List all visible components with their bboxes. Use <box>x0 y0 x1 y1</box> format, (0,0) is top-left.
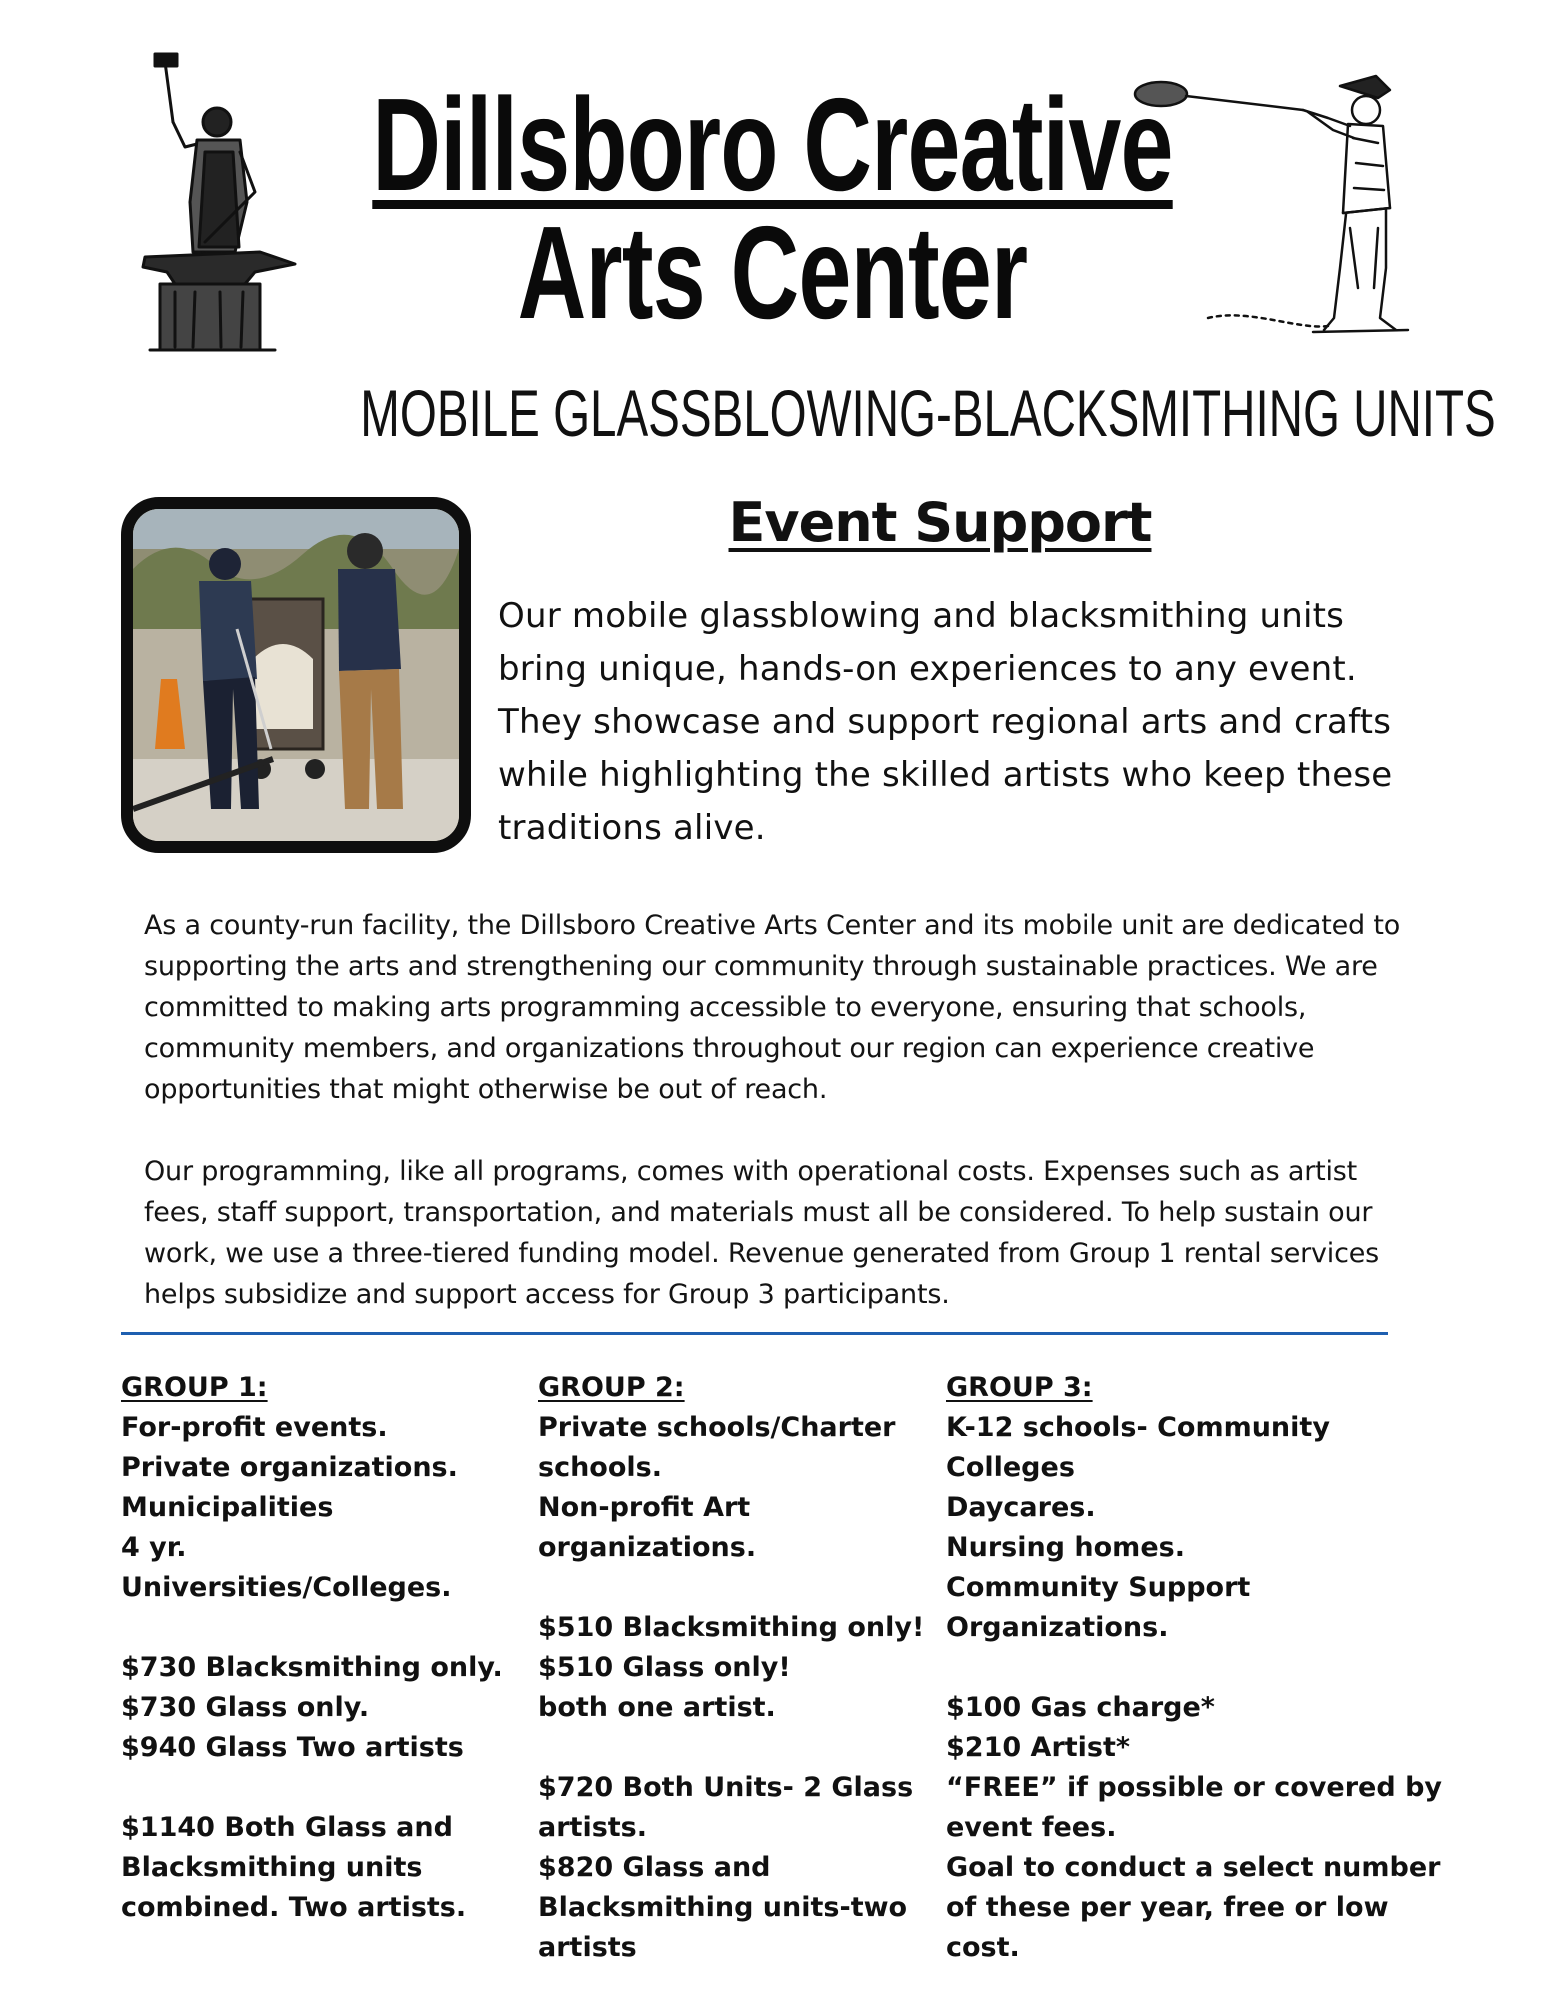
group-3-line: Colleges <box>946 1452 1075 1483</box>
group-3-line: Daycares. <box>946 1492 1096 1523</box>
group-3-line: Goal to conduct a select number <box>946 1852 1441 1883</box>
group-spacer <box>538 1728 938 1768</box>
group-2-column <box>538 1368 938 1968</box>
group-2-line: Private schools/Charter <box>538 1412 896 1443</box>
group-spacer <box>538 1568 938 1608</box>
group-2-line: $510 Glass only! <box>538 1652 791 1683</box>
group-1-title: GROUP 1: <box>121 1372 268 1403</box>
title-line-2: Arts Center <box>517 199 1028 346</box>
event-photo <box>121 497 471 853</box>
group-2-line: organizations. <box>538 1532 757 1563</box>
group-3-line: of these per year, free or low <box>946 1892 1389 1923</box>
group-1-line: $1140 Both Glass and <box>121 1812 453 1843</box>
group-1-line: Municipalities <box>121 1492 334 1523</box>
group-1-line: combined. Two artists. <box>121 1892 467 1923</box>
group-1-line: Blacksmithing units <box>121 1852 423 1883</box>
body-paragraph-1: As a county-run facility, the Dillsboro Creative Arts Center and its mobile unit are dedicated to supporting the arts and strengthening our community through sustainable practices. We are committed to making arts programming accessible to everyone, ensuring that schools, community members, and organizations throughout our region can experience creative opportunities that might otherwise be out of reach. <box>144 910 1401 1105</box>
event-support-heading: Event Support <box>728 491 1152 554</box>
group-2-line: $820 Glass and <box>538 1852 771 1883</box>
group-3-line: K-12 schools- Community <box>946 1412 1330 1443</box>
group-1-line: 4 yr. <box>121 1532 187 1563</box>
group-2-line: schools. <box>538 1452 662 1483</box>
group-2-line: artists. <box>538 1812 648 1843</box>
group-3-line: event fees. <box>946 1812 1117 1843</box>
group-2-line: Blacksmithing units-two <box>538 1892 908 1923</box>
group-2-line: artists <box>538 1932 637 1963</box>
section-divider <box>121 1332 1388 1335</box>
body-paragraph-2: Our programming, like all programs, comes with operational costs. Expenses such as artist fees, staff support, transportation, and materials must all be considered. To help sustain our work, we use a three-tiered funding model. Revenue generated from Group 1 rental services helps subsidize and support access for Group 3 participants. <box>144 1156 1380 1310</box>
subtitle: MOBILE GLASSBLOWING-BLACKSMITHING UNITS <box>360 376 1496 450</box>
group-2-line: $720 Both Units- 2 Glass <box>538 1772 914 1803</box>
group-3-line: cost. <box>946 1932 1020 1963</box>
group-1-line: $730 Glass only. <box>121 1692 370 1723</box>
group-spacer <box>121 1768 521 1808</box>
group-2-title: GROUP 2: <box>538 1372 685 1403</box>
event-support-intro: Our mobile glassblowing and blacksmithing units bring unique, hands-on experiences to any event. They showcase and support regional arts and crafts while highlighting the skilled artists who keep these traditions alive. <box>498 596 1393 848</box>
group-2-line: Non-profit Art <box>538 1492 751 1523</box>
blacksmith-illustration <box>135 52 305 357</box>
group-3-line: $210 Artist* <box>946 1732 1131 1763</box>
group-1-line: For-profit events. <box>121 1412 388 1443</box>
group-3-column <box>946 1368 1442 1968</box>
group-1-line: Private organizations. <box>121 1452 458 1483</box>
group-1-line: Universities/Colleges. <box>121 1572 452 1603</box>
group-1-line: $940 Glass Two artists <box>121 1732 464 1763</box>
group-3-title: GROUP 3: <box>946 1372 1093 1403</box>
group-3-line: “FREE” if possible or covered by <box>946 1772 1442 1803</box>
group-3-line: Community Support <box>946 1572 1251 1603</box>
group-3-line: $100 Gas charge* <box>946 1692 1215 1723</box>
group-spacer <box>121 1608 521 1648</box>
group-3-line: Organizations. <box>946 1612 1169 1643</box>
title-line-1: Dillsboro Creative <box>372 71 1173 218</box>
group-2-line: both one artist. <box>538 1692 776 1723</box>
group-3-line: Nursing homes. <box>946 1532 1185 1563</box>
group-1-column <box>121 1368 521 1928</box>
group-2-line: $510 Blacksmithing only! <box>538 1612 925 1643</box>
group-1-line: $730 Blacksmithing only. <box>121 1652 503 1683</box>
page-title <box>372 71 1173 346</box>
group-spacer <box>946 1648 1416 1688</box>
